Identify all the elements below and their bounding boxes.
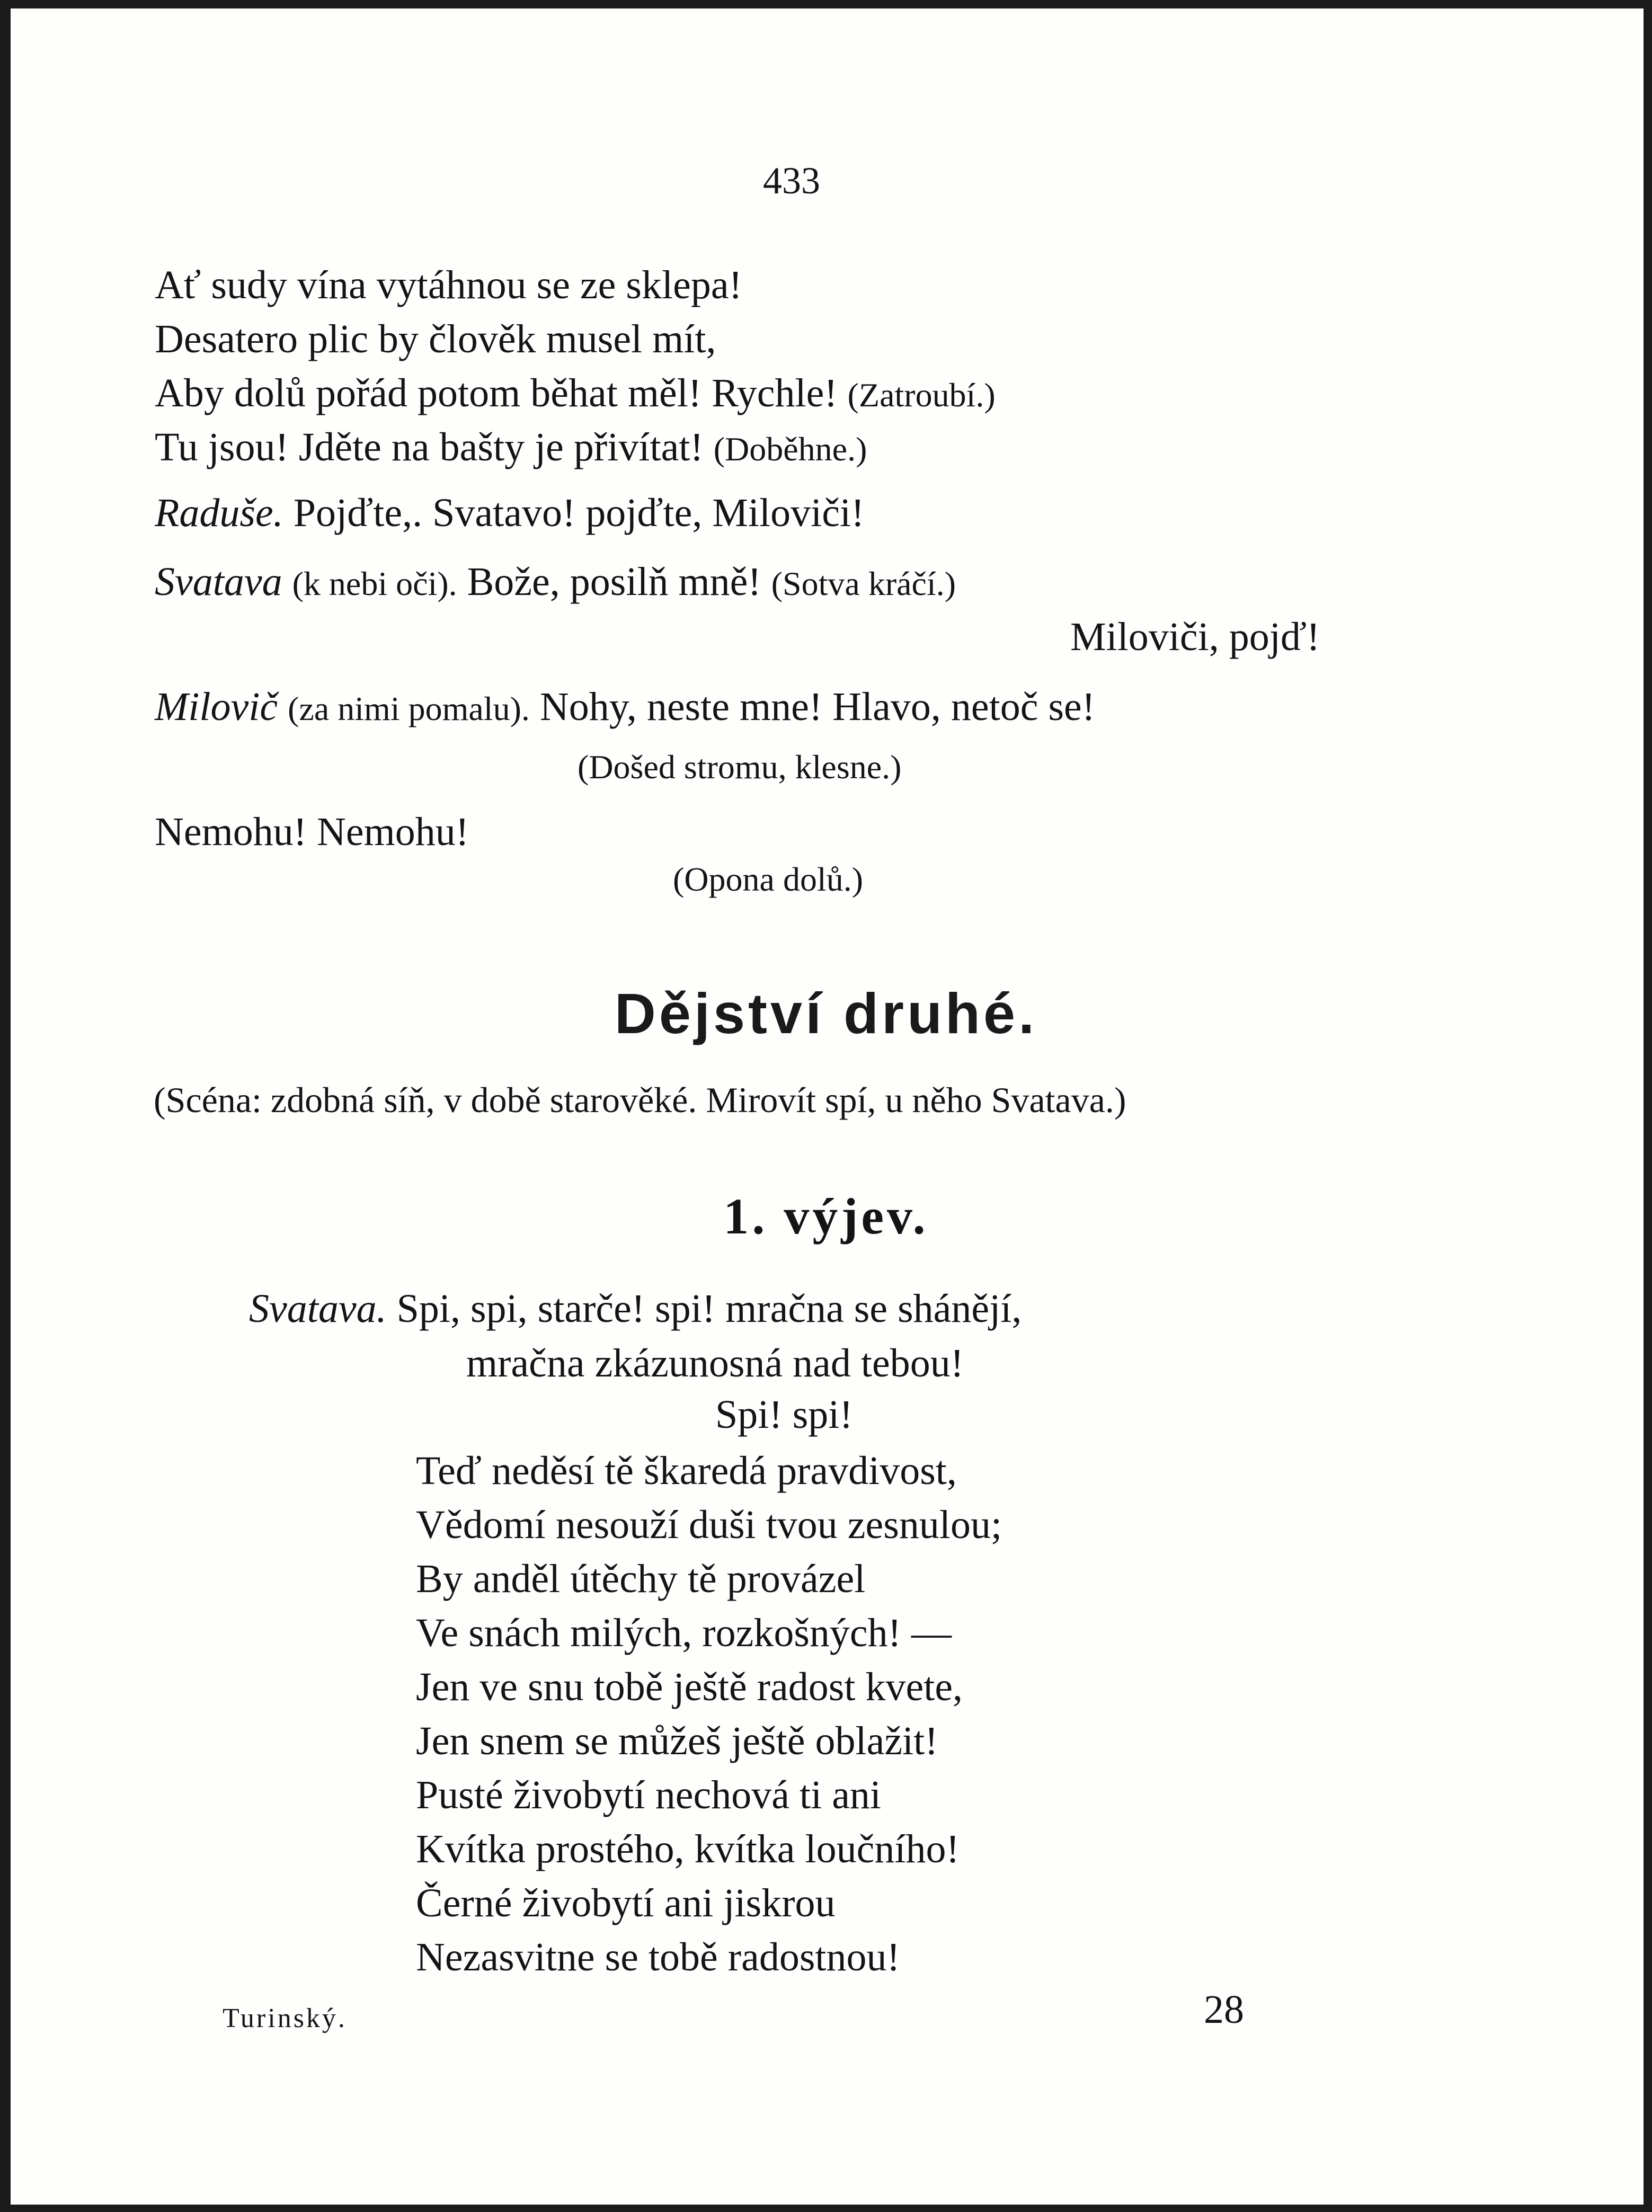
signature-mark: Turinský.	[223, 2003, 347, 2033]
scan-border-top	[0, 0, 1652, 8]
stage-direction: (za nimi pomalu).	[288, 690, 530, 727]
verse-line: Nemohu! Nemohu!	[155, 810, 469, 854]
stage-direction: (Sotva kráčí.)	[771, 565, 956, 602]
scan-border-right	[1644, 0, 1652, 2212]
scene-description: (Scéna: zdobná síň, v době starověké. Mirovít spí, u něho Svatava.)	[154, 1080, 1126, 1120]
speech-raduse	[155, 493, 864, 533]
verse-line	[155, 427, 867, 467]
verse-line: Pusté živobytí nechová ti ani	[416, 1773, 882, 1817]
speech-svatava-2	[249, 1286, 1022, 1331]
speech-svatava	[155, 559, 956, 604]
verse-line: Teď neděsí tě škaredá pravdivost,	[416, 1449, 957, 1493]
verse-text: Pojďte,. Svatavo! pojďte, Miloviči!	[293, 491, 865, 535]
scan-border-left	[0, 0, 11, 2212]
verse-line: Vědomí nesouží duši tvou zesnulou;	[416, 1503, 1002, 1547]
verse-text: Spi, spi, starče! spi! mračna se shánějí,	[396, 1286, 1022, 1331]
stage-direction: (k nebi oči).	[292, 565, 457, 602]
verse-line: Kvítka prostého, kvítka loučního!	[416, 1827, 960, 1871]
stage-direction: (Opona dolů.)	[673, 860, 864, 898]
verse-text: Bože, posilň mně!	[467, 559, 761, 604]
verse-text: Nohy, neste mne! Hlavo, netoč se!	[539, 685, 1096, 729]
speaker-name: Raduše.	[155, 491, 283, 535]
verse-text: Tu jsou! Jděte na bašty je přivítat!	[155, 425, 704, 469]
verse-line	[155, 373, 996, 413]
speaker-name: Milovič	[155, 685, 278, 729]
verse-line: Jen snem se můžeš ještě oblažit!	[416, 1719, 938, 1763]
verse-line: Ať sudy vína vytáhnou se ze sklepa!	[155, 263, 742, 307]
verse-line: Miloviči, pojď!	[1070, 615, 1320, 659]
scan-border-bottom	[0, 2205, 1652, 2212]
speech-milovic	[155, 687, 1095, 727]
scene-title: 1. výjev.	[723, 1188, 929, 1245]
verse-line: mračna zkázunosná nad tebou!	[466, 1341, 964, 1385]
verse-line: Černé živobytí ani jiskrou	[416, 1881, 836, 1925]
speaker-name: Svatava.	[249, 1286, 387, 1331]
verse-line: By anděl útěchy tě provázel	[416, 1557, 866, 1601]
verse-line: Desatero plic by člověk musel mít,	[155, 317, 716, 361]
speaker-name: Svatava	[155, 559, 282, 604]
verse-line: Jen ve snu tobě ještě radost kvete,	[416, 1665, 963, 1709]
sheet-number: 28	[1204, 1987, 1244, 2032]
stage-direction: (Zatroubí.)	[847, 376, 996, 414]
stage-direction: (Doběhne.)	[713, 430, 867, 468]
act-title: Dějství druhé.	[614, 981, 1038, 1045]
stage-direction: (Došed stromu, klesne.)	[578, 748, 902, 786]
verse-line: Ve snách milých, rozkošných! —	[416, 1611, 952, 1655]
verse-line: Nezasvitne se tobě radostnou!	[416, 1935, 900, 1979]
page-number: 433	[763, 159, 820, 202]
verse-line: Spi! spi!	[715, 1392, 853, 1437]
verse-text: Aby dolů pořád potom běhat měl! Rychle!	[155, 371, 838, 415]
